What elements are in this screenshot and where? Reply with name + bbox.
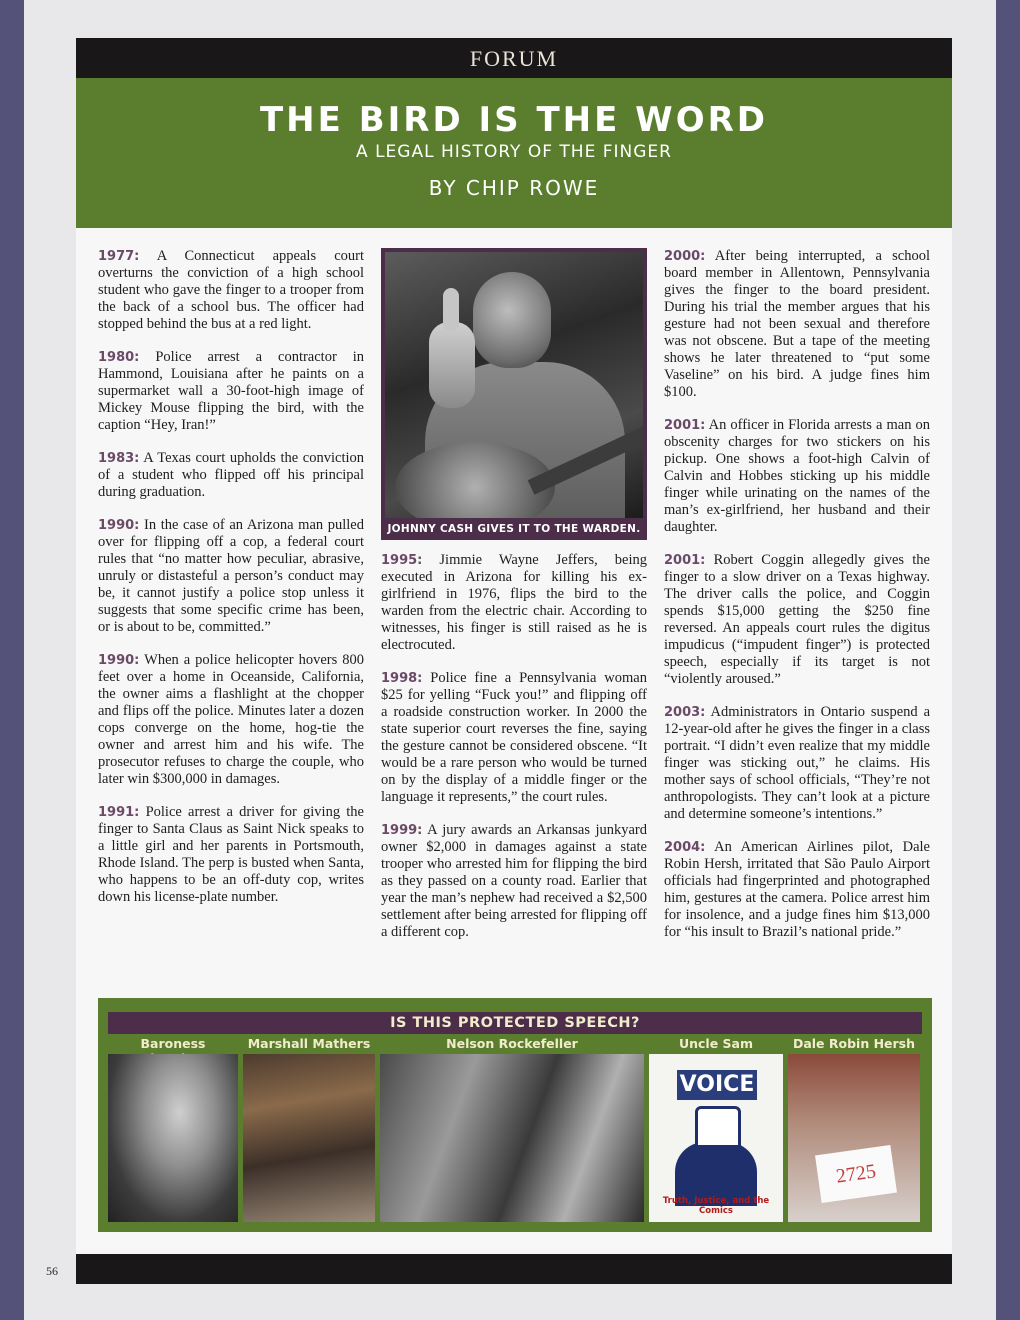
entry-text: After being interrupted, a school board member in Allentown, Pennsylvania gives the finger to the board president. During his trial the member argues that his gesture had not been sexual and therefore was not obscene. But a tape of the meeting shows he later threatened to “put some Vaseline” on his bird. A judge fines him $100.	[664, 248, 930, 400]
voice-masthead: VOICE	[677, 1070, 757, 1100]
entry	[381, 670, 647, 806]
gallery-title: IS THIS PROTECTED SPEECH?	[108, 1012, 922, 1034]
entry	[664, 248, 930, 401]
entry-text: Robert Coggin allegedly gives the finger to a slow driver on a Texas highway. The driver calls the police, and Coggin spends $15,000 getting the $250 fine reversed. An appeals court rules the digitus impudicus (“impudent finger”) is protected speech, especially if its target is not “violently aroused.”	[664, 552, 930, 687]
article-subtitle: A LEGAL HISTORY OF THE FINGER	[356, 142, 672, 162]
entry	[664, 552, 930, 688]
hersh-sign: 2725	[815, 1145, 897, 1203]
voice-cover	[649, 1054, 783, 1222]
entry-year: 1977:	[98, 249, 140, 264]
entry	[98, 349, 364, 434]
label-rockefeller: Nelson Rockefeller	[446, 1036, 578, 1051]
page-number: 56	[46, 1264, 58, 1278]
photo-image	[385, 252, 643, 518]
entry-year: 1990:	[98, 653, 140, 668]
mathers-photo	[243, 1054, 375, 1222]
entry-text: Police arrest a contractor in Hammond, Louisiana after he paints on a supermarket wall a 30-foot-high image of Mickey Mouse flipping the bird, with the caption “Hey, Iran!”	[98, 349, 364, 433]
entry-text: Administrators in Ontario suspend a 12-year-old after he gives the finger in a class portrait. “I didn’t even realize that my middle finger was sticking out,” he claims. His mother says of school officials, “They’re not anthropologists. They can’t look at a picture and determine someone’s intentions.”	[664, 704, 930, 822]
entry-year: 2000:	[664, 249, 706, 264]
entry	[98, 450, 364, 501]
article-byline: BY CHIP ROWE	[428, 176, 600, 200]
right-border	[996, 0, 1020, 1320]
label-thatcher: Baroness	[140, 1036, 206, 1051]
entry-year: 2001:	[664, 418, 706, 433]
entry-text: A Texas court upholds the conviction of a student who flipped off his principal during graduation.	[98, 450, 364, 500]
entry-year: 2003:	[664, 705, 706, 720]
entry-text: A jury awards an Arkansas junkyard owner $2,000 in damages against a state trooper who arrested him for flipping the bird as they passed on a county road. Earlier that year the man’s nephew had received a $2,500 settlement after being arrested for flipping off a different cop.	[381, 822, 647, 940]
photo-caption: JOHNNY CASH GIVES IT TO THE WARDEN.	[387, 523, 641, 535]
entry-year: 1990:	[98, 518, 140, 533]
entry-year: 1980:	[98, 350, 140, 365]
entry	[98, 804, 364, 906]
column-3	[664, 248, 930, 957]
entry-text: When a police helicopter hovers 800 feet over a home in Oceanside, California, the owner aims a flashlight at the chopper and flips off the police. Minutes later a dozen cops converge on the home, hog-tie the owner and arrest him and his wife. The prosecutor refuses to charge the couple, who later win $300,000 in damages.	[98, 652, 364, 787]
entry-text: An officer in Florida arrests a man on obscenity charges for two stickers on his pickup. One shows a foot-high Calvin of Calvin and Hobbes sticking up his middle finger while urinating on the names of the man’s ex-girlfriend, her husband and their daughter.	[664, 417, 930, 535]
entry-year: 1991:	[98, 805, 140, 820]
hersh-photo	[788, 1054, 920, 1222]
entry	[98, 517, 364, 636]
entry-text: An American Airlines pilot, Dale Robin Hersh, irritated that São Paulo Airport officials had fingerprinted and photographed him, gestures at the camera. Police arrest him for insolence, and a judge fines him $13,000 for “his insult to Brazil’s national pride.”	[664, 839, 930, 940]
rockefeller-photo	[380, 1054, 644, 1222]
article-title: THE BIRD IS THE WORD	[259, 100, 768, 140]
entry-year: 1998:	[381, 671, 423, 686]
entry	[381, 822, 647, 941]
entry	[381, 552, 647, 654]
entry-text: Jimmie Wayne Jeffers, being executed in Arizona for killing his ex-girlfriend in 1976, flips the bird to the warden from the electric chair. According to witnesses, his finger is still raised as he is electrocuted.	[381, 552, 647, 653]
entry	[664, 417, 930, 536]
entry	[98, 248, 364, 333]
left-border	[0, 0, 24, 1320]
section-header: FORUM	[76, 38, 952, 78]
entry-year: 1983:	[98, 451, 140, 466]
entry-year: 1995:	[381, 553, 423, 568]
article-header	[76, 78, 952, 228]
protected-speech-gallery	[98, 998, 932, 1232]
entry-year: 2001:	[664, 553, 706, 568]
footer-bar	[76, 1254, 952, 1284]
label-mathers: Marshall Mathers	[247, 1036, 371, 1051]
entry	[664, 839, 930, 941]
entry-text: In the case of an Arizona man pulled over for flipping off a cop, a federal court rules that “no matter how peculiar, abrasive, unruly or distasteful a person’s conduct may be, it cannot justify a police stop unless it suggests that some specific crime has been, or is about to be, committed.”	[98, 517, 364, 635]
entry-year: 2004:	[664, 840, 706, 855]
column-1	[98, 248, 364, 922]
entry-text: Police arrest a driver for giving the finger to Santa Claus as Saint Nick speaks to a little girl and her parents in Portsmouth, Rhode Island. The perp is busted when Santa, who happens to be an off-duty cop, writes down his license-plate number.	[98, 804, 364, 905]
label-hersh: Dale Robin Hersh	[792, 1036, 916, 1051]
label-uncle-sam: Uncle Sam	[678, 1036, 754, 1051]
entry-text: A Connecticut appeals court overturns the conviction of a high school student who gave the finger to a trooper from the back of a school bus. The officer had stopped behind the bus at a red light.	[98, 248, 364, 332]
entry-year: 1999:	[381, 823, 423, 838]
thatcher-photo	[108, 1054, 238, 1222]
entry	[664, 704, 930, 823]
voice-cover-text: Truth, Justice, and the Comics	[662, 1196, 770, 1216]
entry-text: Police fine a Pennsylvania woman $25 for yelling “Fuck you!” and flipping off a roadside construction worker. In 2000 the state superior court reverses the fine, saying the gesture cannot be considered obscene. “It would be a rare person who would be turned on by the display of a middle finger or the language it represents,” the court rules.	[381, 670, 647, 805]
entry	[98, 652, 364, 788]
column-2	[381, 248, 647, 957]
johnny-cash-photo	[381, 248, 647, 540]
